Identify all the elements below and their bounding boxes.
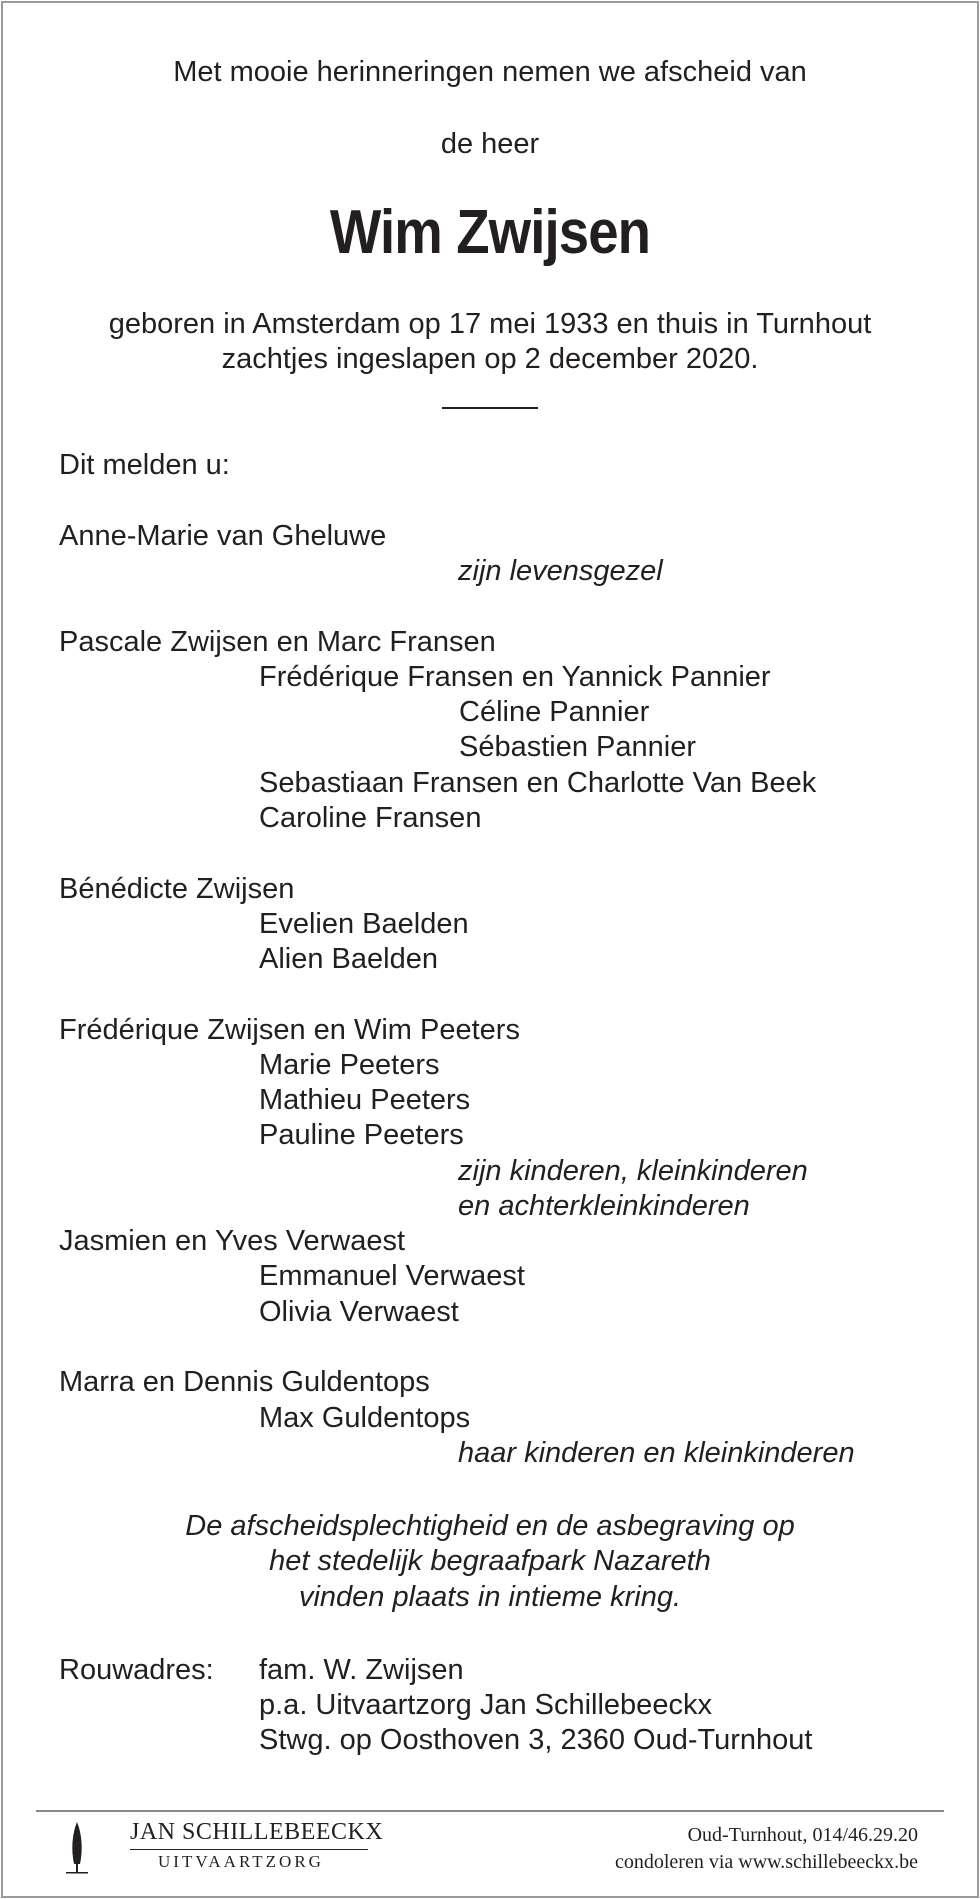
address-line: Stwg. op Oosthoven 3, 2360 Oud-Turnhout: [259, 1724, 813, 1756]
address-label: Rouwadres:: [59, 1654, 214, 1686]
cypress-tree-icon: [66, 1820, 88, 1874]
intro-text: Met mooie herinneringen nemen we afscheid van: [173, 56, 807, 88]
family-member: Emmanuel Verwaest: [259, 1260, 525, 1292]
family-member: Marra en Dennis Guldentops: [59, 1366, 430, 1398]
family-member: Max Guldentops: [259, 1402, 471, 1434]
divider: [442, 407, 538, 409]
death-line: zachtjes ingeslapen op 2 december 2020.: [221, 343, 759, 375]
family-member: Jasmien en Yves Verwaest: [59, 1225, 406, 1257]
family-member: Marie Peeters: [259, 1049, 440, 1081]
family-member: Caroline Fransen: [259, 802, 482, 834]
family-member: Mathieu Peeters: [259, 1084, 471, 1116]
ceremony-line: De afscheidsplechtigheid en de asbegraving op: [185, 1510, 795, 1542]
ceremony-line: het stedelijk begraafpark Nazareth: [269, 1545, 711, 1577]
family-member: Evelien Baelden: [259, 908, 469, 940]
family-member: Céline Pannier: [459, 696, 650, 728]
relation-text: zijn kinderen, kleinkinderen: [458, 1155, 808, 1187]
family-member: Olivia Verwaest: [259, 1296, 459, 1328]
announcers-label: Dit melden u:: [59, 449, 230, 481]
logo-subtitle: UITVAARTZORG: [158, 1852, 324, 1871]
footer-divider: [36, 1810, 944, 1812]
relation-text: en achterkleinkinderen: [458, 1190, 750, 1222]
ceremony-line: vinden plaats in intieme kring.: [298, 1581, 682, 1613]
address-line: fam. W. Zwijsen: [259, 1654, 464, 1686]
family-member: Pascale Zwijsen en Marc Fransen: [59, 626, 496, 658]
partner-name: Anne-Marie van Gheluwe: [59, 520, 387, 552]
family-member: Alien Baelden: [259, 943, 438, 975]
family-member: Frédérique Zwijsen en Wim Peeters: [59, 1014, 520, 1046]
relation-text: haar kinderen en kleinkinderen: [458, 1437, 855, 1469]
birth-line: geboren in Amsterdam op 17 mei 1933 en thuis in Turnhout: [108, 308, 872, 340]
logo-rule: [130, 1849, 368, 1850]
family-member: Frédérique Fransen en Yannick Pannier: [259, 661, 771, 693]
partner-relation: zijn levensgezel: [458, 555, 663, 587]
footer-contact: Oud-Turnhout, 014/46.29.20: [687, 1824, 918, 1846]
address-line: p.a. Uitvaartzorg Jan Schillebeeckx: [259, 1689, 712, 1721]
deceased-name: Wim Zwijsen: [329, 198, 651, 267]
title-prefix: de heer: [440, 128, 540, 160]
logo-name: JAN SCHILLEBEECKX: [130, 1819, 384, 1845]
family-member: Pauline Peeters: [259, 1119, 464, 1151]
footer-condolence: condoleren via www.schillebeeckx.be: [614, 1851, 918, 1873]
family-member: Sébastien Pannier: [459, 731, 696, 763]
family-member: Sebastiaan Fransen en Charlotte Van Beek: [259, 767, 817, 799]
family-member: Bénédicte Zwijsen: [59, 873, 295, 905]
